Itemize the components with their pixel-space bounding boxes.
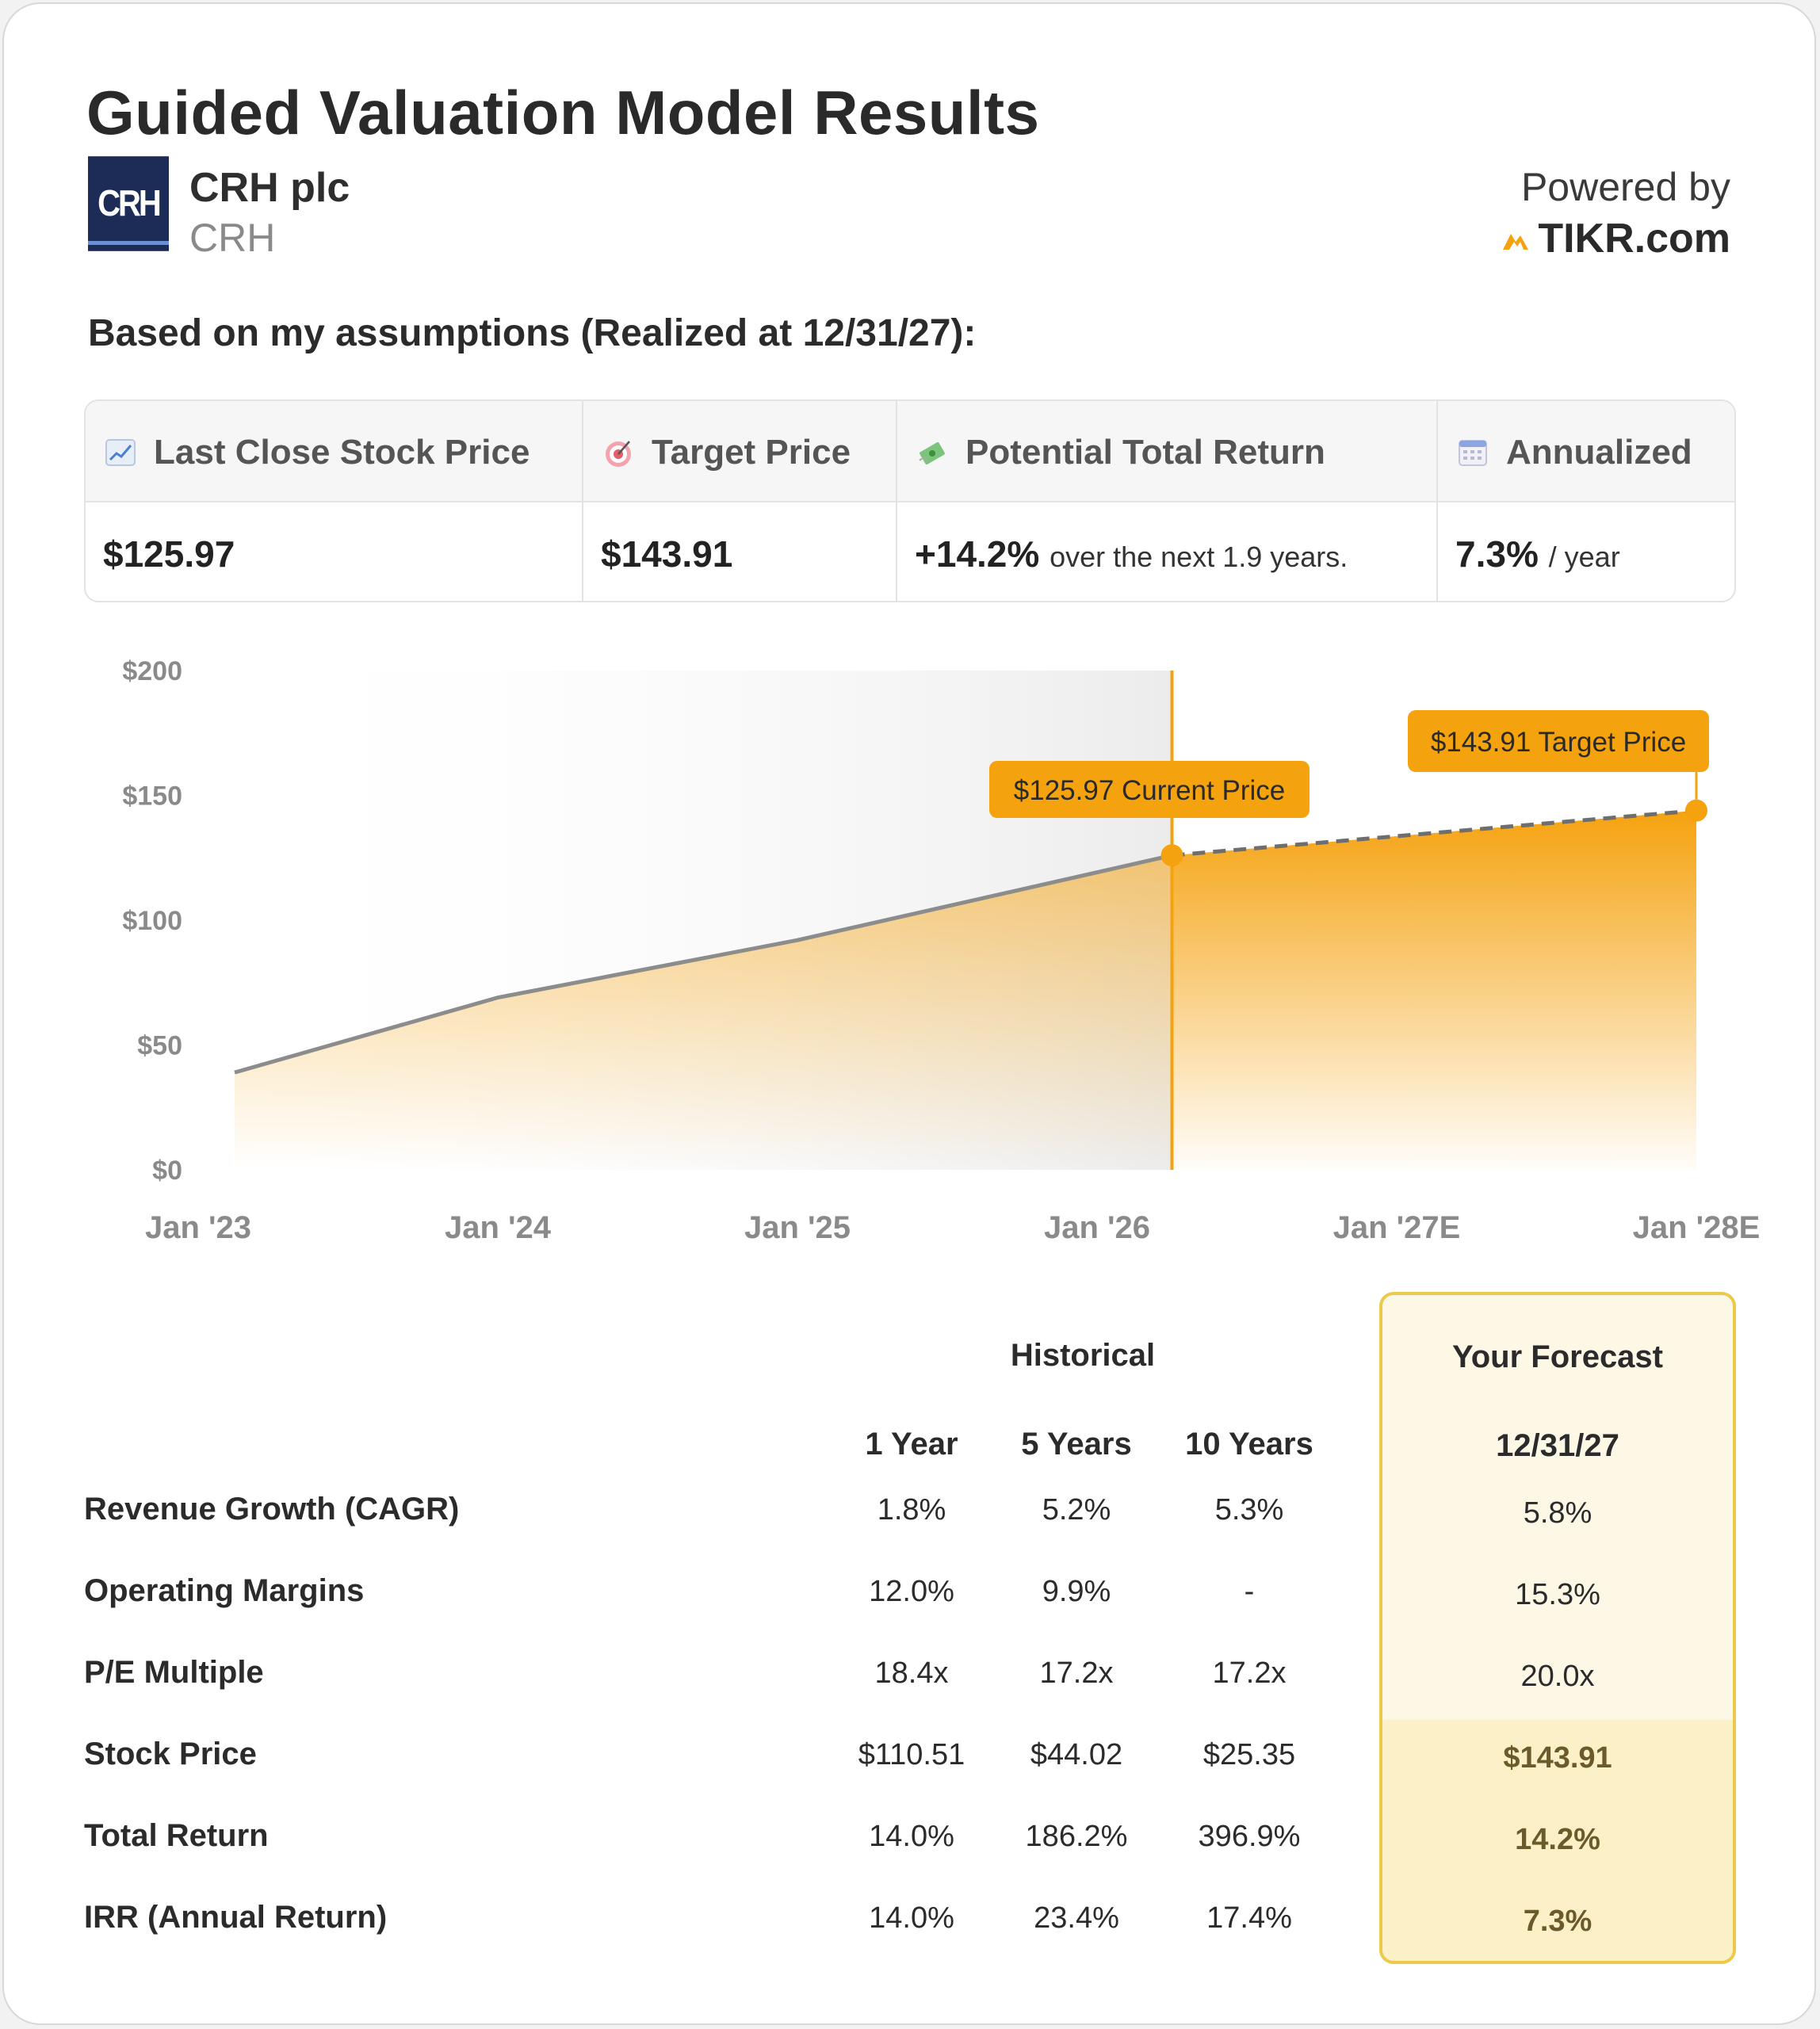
total-return-suffix: over the next 1.9 years. [1050,541,1348,573]
y-tick-label: $200 [122,656,182,686]
page-title: Guided Valuation Model Results [86,78,1040,147]
current-price-point [1161,844,1183,866]
historical-cell: 17.4% [1206,1901,1292,1935]
historical-cell: 5.3% [1214,1493,1284,1527]
historical-cell: $44.02 [1030,1738,1123,1771]
y-tick-label: $150 [122,781,182,812]
target-value: $143.91 [601,533,733,575]
historical-cell: 17.2x [1212,1656,1287,1690]
total-return-label: Potential Total Return [965,433,1325,472]
x-tick-label: Jan '26 [1043,1210,1151,1245]
last-close-value: $125.97 [103,533,235,575]
col-header-10-years: 10 Years [1185,1427,1313,1462]
current-price-label-text: $125.97 Current Price [1013,775,1286,806]
x-tick-label: Jan '23 [144,1210,252,1245]
x-tick-label: Jan '24 [444,1210,552,1245]
historical-cell: 1.8% [877,1493,946,1527]
total-return-value: +14.2% [915,533,1040,575]
forecast-cell[interactable]: 15.3% [1515,1578,1600,1611]
col-header-forecast-date: 12/31/27 [1496,1428,1619,1463]
historical-cell: 186.2% [1025,1820,1128,1853]
forecast-cell[interactable]: $143.91 [1503,1741,1612,1775]
tikr-brand-text: TIKR.com [1538,216,1730,262]
historical-group-header: Historical [1010,1338,1156,1373]
powered-by-label: Powered by [1520,165,1730,209]
x-tick-label: Jan '27E [1332,1210,1461,1245]
historical-cell: - [1244,1575,1255,1608]
company-logo: CRH [88,156,169,251]
assumptions-heading: Based on my assumptions (Realized at 12/31/27): [88,312,977,354]
historical-cell: $25.35 [1202,1738,1296,1771]
target-label: Target Price [652,433,851,472]
historical-cell: 14.0% [869,1901,954,1935]
row-label: IRR (Annual Return) [84,1900,388,1935]
historical-cell: 396.9% [1198,1820,1301,1853]
forecast-cell[interactable]: 5.8% [1523,1496,1592,1530]
historical-cell: 12.0% [869,1575,954,1608]
forecast-cell[interactable]: 20.0x [1520,1660,1595,1693]
historical-cell: 5.2% [1042,1493,1111,1527]
forecast-cell[interactable]: 7.3% [1523,1905,1592,1938]
historical-cell: 18.4x [874,1656,949,1690]
last-close-label: Last Close Stock Price [154,433,530,472]
historical-cell: 17.2x [1039,1656,1114,1690]
x-tick-label: Jan '25 [744,1210,851,1245]
target-price-point [1685,800,1707,822]
y-tick-label: $100 [122,906,182,936]
y-tick-label: $0 [152,1156,182,1186]
historical-cell: 9.9% [1042,1575,1111,1608]
historical-cell: 14.0% [869,1820,954,1853]
target-price-label-text: $143.91 Target Price [1430,727,1687,758]
y-tick-label: $50 [137,1030,182,1061]
row-label: Operating Margins [84,1573,365,1608]
historical-cell: 23.4% [1034,1901,1119,1935]
forecast-panel [1379,1292,1736,1964]
row-label: Revenue Growth (CAGR) [84,1492,460,1527]
x-tick-label: Jan '28E [1632,1210,1761,1245]
company-name: CRH plc [189,165,350,211]
row-label: Stock Price [84,1737,257,1771]
forecast-area [1172,811,1697,1170]
col-header-5-years: 5 Years [1021,1427,1132,1462]
row-label: P/E Multiple [84,1655,264,1690]
col-header-1-year: 1 Year [865,1427,958,1462]
row-label: Total Return [84,1818,269,1853]
company-ticker: CRH [189,216,276,260]
forecast-group-header: Your Forecast [1452,1339,1663,1374]
forecast-cell[interactable]: 14.2% [1515,1823,1600,1856]
annualized-value: 7.3% [1455,533,1539,575]
annualized-suffix: / year [1548,541,1620,573]
annualized-label: Annualized [1506,433,1692,472]
historical-cell: $110.51 [858,1738,965,1771]
